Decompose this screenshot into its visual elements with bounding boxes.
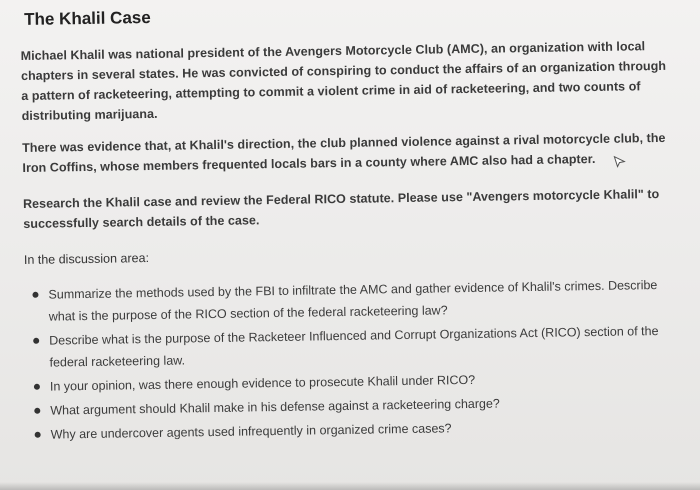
- discussion-list: [24, 274, 681, 446]
- discussion-intro: In the discussion area:: [23, 251, 150, 267]
- case-summary-paragraph: Michael Khalil was national president of the Avengers Motorcycle Club (AMC), an organization with local chapters in several states. He was convicted of conspiring to conduct the affairs of an organization through a pattern of racketeering, attempting to commit a violent crime in aid of racketeering, and two counts of distributing marijuana.: [20, 39, 667, 123]
- evidence-paragraph: [22, 128, 678, 178]
- page-title: The Khalil Case: [23, 7, 151, 29]
- list-item: [24, 274, 680, 328]
- bullet-icon: [33, 338, 39, 344]
- list-item-text: In your opinion, was there enough evidence to prosecute Khalil under RICO?: [49, 372, 476, 394]
- evidence-text: There was evidence that, at Khalil's direction, the club planned violence against a rival motorcycle club, the Iron Coffins, whose members frequented locals bars in a county where AMC also had a chapter.: [22, 130, 666, 175]
- bullet-icon: [34, 408, 40, 414]
- document-content: [20, 0, 682, 448]
- bottom-shadow: [0, 482, 700, 490]
- bullet-icon: [32, 292, 38, 298]
- list-item-text: Why are undercover agents used infrequently in organized crime cases?: [50, 421, 452, 442]
- list-item-text: What argument should Khalil make in his defense against a racketeering charge?: [50, 396, 500, 418]
- bullet-icon: [34, 384, 40, 390]
- bullet-icon: [35, 432, 41, 438]
- list-item-text: Summarize the methods used by the FBI to infiltrate the AMC and gather evidence of Khalil's crimes. Describe what is the purpose of the RICO section of the federal racketeering law?: [48, 278, 658, 324]
- list-item: [25, 320, 681, 374]
- research-paragraph: Research the Khalil case and review the Federal RICO statute. Please use "Avengers motorcycle Khalil" to successfully search details of the case.: [22, 186, 660, 231]
- mouse-pointer-icon: [613, 153, 625, 165]
- list-item-text: Describe what is the purpose of the Racketeer Influenced and Corrupt Organizations Act (RICO) section of the federal racketeering law.: [49, 324, 659, 370]
